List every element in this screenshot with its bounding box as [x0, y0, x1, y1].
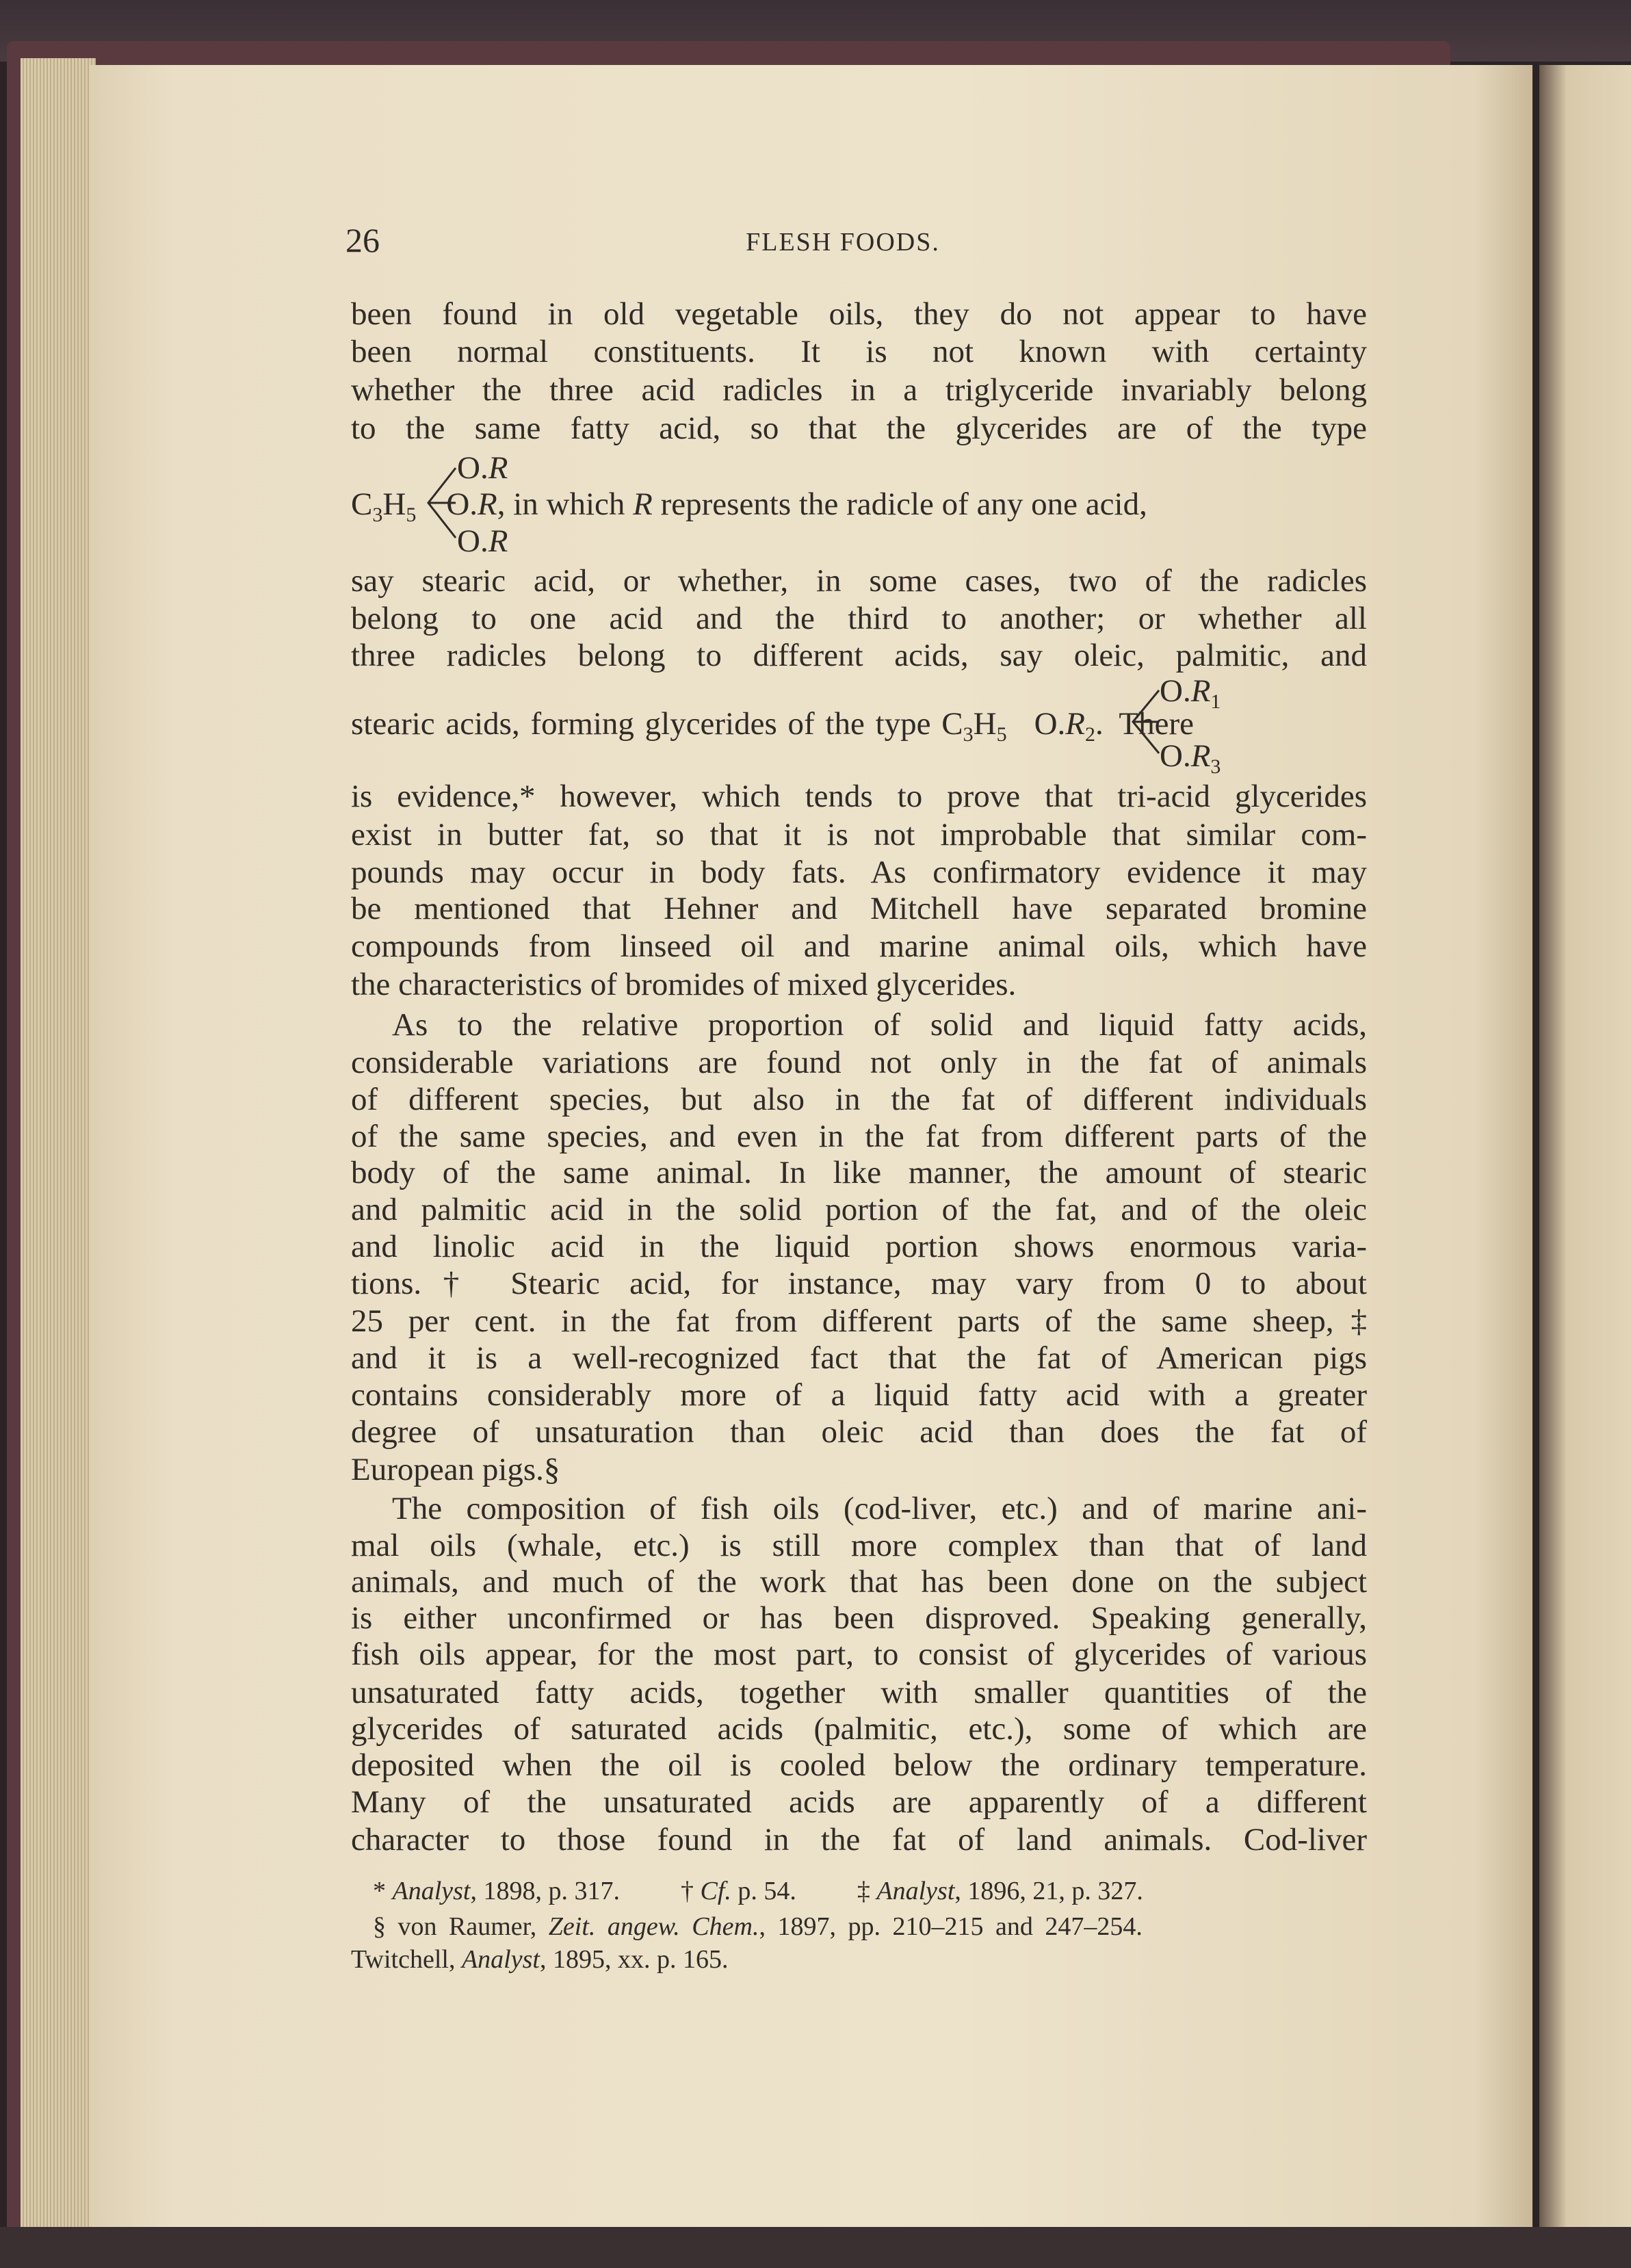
text-line: pounds may occur in body fats. As confirmatory evidence it may	[351, 855, 1367, 890]
formula-text: R	[1190, 738, 1211, 774]
text-line: As to the relative proportion of solid and liquid fatty acids,	[392, 1007, 1367, 1043]
text-line: 25 per cent. in the fat from different parts of the same sheep,‡	[351, 1303, 1367, 1339]
formula-text: O.	[457, 523, 488, 559]
formula-text: O.	[1034, 706, 1066, 742]
formula-text: . There	[1095, 706, 1194, 742]
text-line: deposited when the oil is cooled below the ordinary temperature.	[351, 1747, 1367, 1783]
formula-text: C	[941, 706, 963, 742]
formula-text: R	[488, 450, 508, 486]
text-line: contains considerably more of a liquid fatty acid with a greater	[351, 1377, 1367, 1413]
formula-text: H	[382, 486, 406, 522]
text-line: fish oils appear, for the most part, to consist of glycerides of various	[351, 1637, 1367, 1672]
text-line: been found in old vegetable oils, they do not appear to have	[351, 296, 1367, 332]
text-line: is either unconfirmed or has been disproved. Speaking generally,	[351, 1600, 1367, 1636]
formula-text: R	[488, 523, 508, 559]
text-line: three radicles belong to different acids, say oleic, palmitic, and	[351, 638, 1367, 673]
formula-text: 3	[963, 723, 974, 746]
text-line: say stearic acid, or whether, in some cases, two of the radicles	[351, 563, 1367, 599]
page-edges	[21, 58, 96, 2227]
formula-text: R	[478, 486, 497, 522]
formula-text: R	[633, 486, 653, 522]
facing-page-edge	[1539, 65, 1631, 2227]
formula-text: stearic acids, forming glycerides of the type	[351, 706, 942, 742]
formula-text: 3	[1210, 755, 1221, 778]
formula-text: R	[1065, 706, 1085, 742]
bond-lines-icon	[1129, 688, 1162, 756]
book-cover-bottom	[0, 2227, 1631, 2268]
footnote-1: * Analyst, 1898, p. 317.	[373, 1877, 620, 1905]
text-line: degree of unsaturation than oleic acid than does the fat of	[351, 1414, 1367, 1450]
formula-text: 5	[406, 504, 417, 526]
text-line: unsaturated fatty acids, together with smaller quantities of the	[351, 1675, 1367, 1710]
formula-text: O.	[446, 486, 478, 522]
formula-text: O.	[1160, 673, 1191, 709]
text-line: is evidence,* however, which tends to prove that tri-acid glycerides	[351, 779, 1367, 814]
formula-text: R	[1190, 673, 1211, 709]
text-line: compounds from linseed oil and marine animal oils, which have	[351, 928, 1367, 964]
formula-text: C	[351, 486, 373, 522]
text-line: considerable variations are found not only in the fat of animals	[351, 1045, 1367, 1080]
formula-text: , in which	[497, 486, 634, 522]
text-line: belong to one acid and the third to another; or whether all	[351, 601, 1367, 636]
formula-text: O.	[1160, 738, 1191, 774]
formula-text: represents the radicle of any one acid,	[652, 486, 1147, 522]
footnote-3: ‡ Analyst, 1896, 21, p. 327.	[857, 1877, 1143, 1905]
text-line: European pigs.§	[351, 1452, 560, 1487]
bond-lines-icon	[424, 465, 458, 540]
page-number: 26	[345, 221, 380, 259]
text-line: character to those found in the fat of land animals. Cod-liver	[351, 1822, 1367, 1858]
text-line: to the same fatty acid, so that the glycerides are of the type	[351, 410, 1367, 446]
formula-text: O.	[457, 450, 488, 486]
formula-text: 2	[1085, 723, 1095, 746]
text-line: tions.† Stearic acid, for instance, may vary from 0 to about	[351, 1266, 1367, 1301]
text-line: of different species, but also in the fat of different individuals	[351, 1082, 1367, 1117]
formula-text: 5	[996, 723, 1007, 746]
running-title: FLESH FOODS.	[746, 228, 940, 257]
text-line: and linolic acid in the liquid portion shows enormous varia-	[351, 1229, 1367, 1264]
formula-text: 3	[372, 504, 383, 526]
text-line: body of the same animal. In like manner, the amount of stearic	[351, 1155, 1367, 1190]
text-line: The composition of fish oils (cod-liver, etc.) and of marine ani-	[392, 1491, 1367, 1526]
text-line: glycerides of saturated acids (palmitic, etc.), some of which are	[351, 1711, 1367, 1747]
text-line: animals, and much of the work that has been done on the subject	[351, 1564, 1367, 1600]
formula-text: 1	[1210, 690, 1221, 713]
text-line: be mentioned that Hehner and Mitchell have separated bromine	[351, 891, 1367, 926]
text-line: of the same species, and even in the fat from different parts of the	[351, 1119, 1367, 1154]
text-line: exist in butter fat, so that it is not improbable that similar com-	[351, 817, 1367, 852]
text-line: the characteristics of bromides of mixed glycerides.	[351, 967, 1017, 1002]
text-line: mal oils (whale, etc.) is still more complex than that of land	[351, 1528, 1367, 1563]
formula-text: H	[973, 706, 997, 742]
text-line: Many of the unsaturated acids are apparently of a different	[351, 1784, 1367, 1820]
text-line: been normal constituents. It is not known with certainty	[351, 334, 1367, 369]
text-line: whether the three acid radicles in a triglyceride invariably belong	[351, 372, 1367, 408]
text-line: and it is a well-recognized fact that the fat of American pigs	[351, 1340, 1367, 1376]
footnote-4: § von Raumer, Zeit. angew. Chem., 1897, pp. 210–215 and 247–254.	[373, 1912, 1143, 1941]
text-line: and palmitic acid in the solid portion of the fat, and of the oleic	[351, 1192, 1367, 1227]
footnote-2: † Cf. p. 54.	[680, 1877, 796, 1905]
footnote-5: Twitchell, Analyst, 1895, xx. p. 165.	[351, 1945, 729, 1974]
